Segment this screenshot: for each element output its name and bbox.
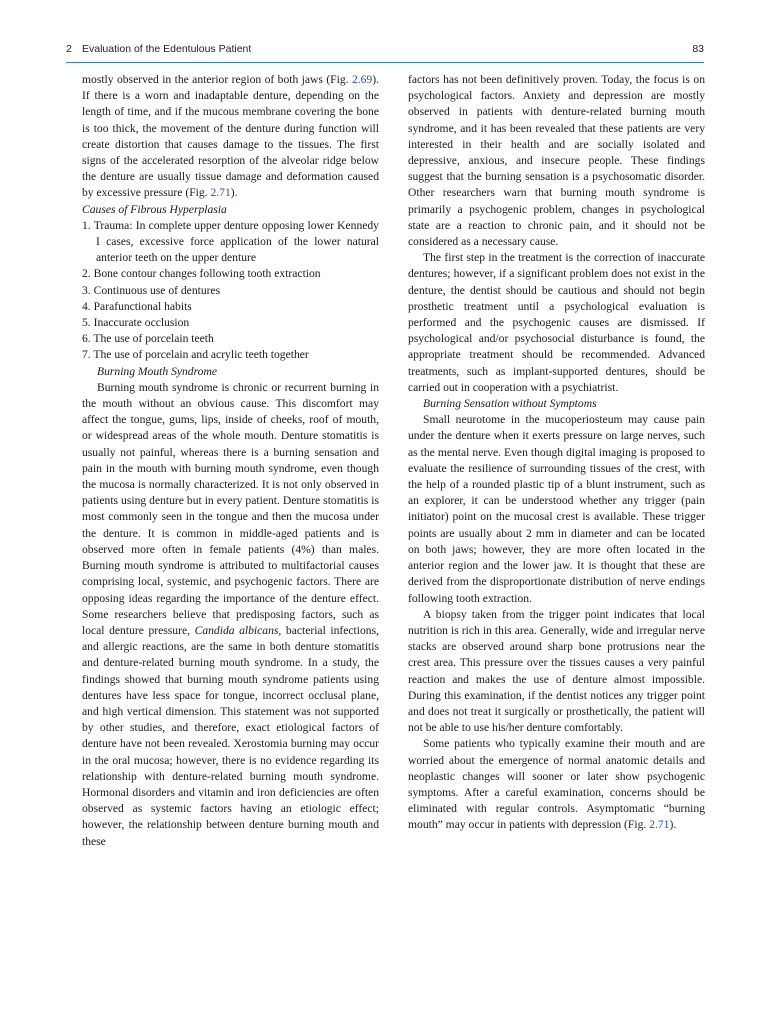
section-heading: Burning Sensation without Symptoms: [423, 397, 597, 411]
list-number: 4.: [82, 299, 91, 313]
running-header: [66, 43, 704, 61]
italic-term: Candida albicans: [194, 623, 279, 637]
figure-reference-link[interactable]: 2.71: [210, 186, 231, 200]
list-number: 1.: [82, 218, 91, 232]
section-heading: Causes of Fibrous Hyperplasia: [82, 202, 227, 216]
text-run: mostly observed in the anterior region of both jaws (Fig.: [82, 73, 352, 86]
paragraph: [82, 380, 379, 850]
list-item: [82, 266, 379, 282]
list-item: [82, 218, 379, 267]
paragraph: The first step in the treatment is the correction of inaccurate dentures; however, if a significant problem does not exist in the denture, the dentist should be cautious and should not begin prosthetic treatment until a psychological evaluation is performed and the psychogenic causes are dismissed. If psychological and/or psychosocial disturbance is found, the appropriate treatment should be recommended. Advanced treatments, such as implant-supported dentures, should be carried out in cooperation with a psychiatrist.: [408, 251, 705, 394]
list-item: [82, 283, 379, 299]
list-item: [82, 299, 379, 315]
chapter-number: 2: [66, 43, 72, 55]
left-column: [82, 72, 379, 850]
list-number: 3.: [82, 283, 91, 297]
list-number: 6.: [82, 332, 91, 346]
text-run: , bacterial infections, and allergic reactions, are the same in both denture stomatitis and denture-related burning mouth syndrome. In a study, the findings showed that burning mouth syndrome patients using dentures have less space for tongue, incorrect occlusal plane, and high vertical dimension. This statement was not supported by other studies, and therefore, exact etiological factors of denture have not been revealed. Xerostomia burning may occur in the oral mucosa; however, there is no evidence regarding its relationship with denture-related burning mouth syndrome. Hormonal disorders and vitamin and iron deficiencies are often observed as systemic factors having an etiologic effect; however, the relationship between denture burning mouth and these: [82, 623, 379, 848]
paragraph: [408, 736, 705, 833]
text-run: ).: [669, 818, 677, 832]
figure-reference-link[interactable]: 2.69: [351, 73, 373, 86]
list-text: Trauma: In complete upper denture opposing lower Kennedy I cases, excessive force application of the lower natural anterior teeth on the upper denture: [93, 218, 379, 265]
text-run: Burning mouth syndrome is chronic or recurrent burning in the mouth without an obvious cause. This discomfort may affect the tongue, gums, lips, inside of cheeks, roof of mouth, or widespread areas of the whole mouth. Denture stomatitis is usually not painful, whereas there is a burning sensation and pain in the mouth with burning mouth syndrome, even though the mucosa is normally characterized. It is not only observed in patients using denture but in every patient. Denture stomatitis is most commonly seen in the tongue and then the mucosa under the denture. It is common in middle-aged patients and is observed more often in female patients (4%) than males. Burning mouth syndrome is attributed to multifactorial causes comprising local, systemic, and psychogenic factors. There are opposing ideas regarding the importance of the denture effect. Some researchers believe that predisposing factors, such as local denture pressure,: [82, 380, 379, 637]
list-text: The use of porcelain teeth: [93, 332, 214, 346]
text-run: ).: [230, 186, 238, 200]
text-run: Some patients who typically examine their mouth and are worried about the emergence of normal anatomic details and neoplastic changes will sooner or later show psychogenic symptoms. After a careful examination, concerns should be eliminated with regular controls. Asymptomatic “burning mouth” may occur in patients with depression (Fig.: [408, 737, 705, 832]
header-rule: [66, 62, 704, 63]
figure-reference-link[interactable]: 2.71: [649, 818, 670, 832]
list-text: The use of porcelain and acrylic teeth together: [93, 348, 309, 362]
list-text: Bone contour changes following tooth extraction: [93, 267, 321, 281]
list-number: 5.: [82, 316, 91, 330]
text-run: ). If there is a worn and inadaptable denture, depending on the length of time, and if the mucous membrane covering the bone is too thick, the movement of the denture during function will create distortion that causes damage to the tissues. The first signs of the accelerated resorption of the alveolar ridge below the denture are usually tissue damage and deformation caused by excessive pressure (Fig.: [82, 73, 379, 200]
list-item: [82, 315, 379, 331]
list-number: 7.: [82, 348, 91, 362]
list-number: 2.: [82, 267, 91, 281]
paragraph: factors has not been definitively proven. Today, the focus is on psychological factors. Anxiety and depression are mostly observed in patients with denture-related burning mouth syndrome, and it has been revealed that these patients are very interested in their health and are socially isolated and depressive, anxious, and insecure people. These findings suggest that the burning sensation is a psychosomatic disorder. Other researchers warn that burning mouth syndrome is primarily a psychogenic problem, changes in psychological state are a reaction to chronic pain, and it should not be considered as a necessary cause.: [408, 73, 705, 249]
list-text: Inaccurate occlusion: [93, 316, 190, 330]
paragraph: Small neurotome in the mucoperiosteum may cause pain under the denture when it exerts pressure on large nerves, such as the mental nerve. Even though digital imaging is proposed to evaluate the resilience of surrounding tissues of the crest, with the help of a rounded plastic tip of a blunt instrument, such as an explorer, it can be understood whether any trigger (pain initiator) point on the mucosal crest is available. These trigger points are usually about 2 mm in diameter and can be located on both jaws; however, they are more often located in the anterior region and the lower jaw. It is thought that these are derived from the disproportionate distribution of nerve endings following tooth extraction.: [408, 413, 705, 605]
section-heading: Burning Mouth Syndrome: [97, 364, 218, 378]
list-item: [82, 347, 379, 363]
list-item: [82, 331, 379, 347]
list-text: Parafunctional habits: [93, 299, 192, 313]
list-text: Continuous use of dentures: [93, 283, 221, 297]
causes-list: [82, 218, 379, 364]
chapter-title: Evaluation of the Edentulous Patient: [82, 43, 252, 55]
paragraph: [82, 72, 379, 202]
right-column: [408, 72, 705, 834]
paragraph: A biopsy taken from the trigger point indicates that local nutrition is rich in this area. Generally, wide and irregular nerve stacks are observed around sharp bone protrusions near the crest area. This pressure over the tissues causes a very painful reaction and makes the use of denture almost impossible. During this examination, if the dentist notices any trigger point and does not treat it surgically or prosthetically, the patient will not be able to use his/her denture comfortably.: [408, 607, 705, 735]
page-number: 83: [692, 43, 704, 55]
